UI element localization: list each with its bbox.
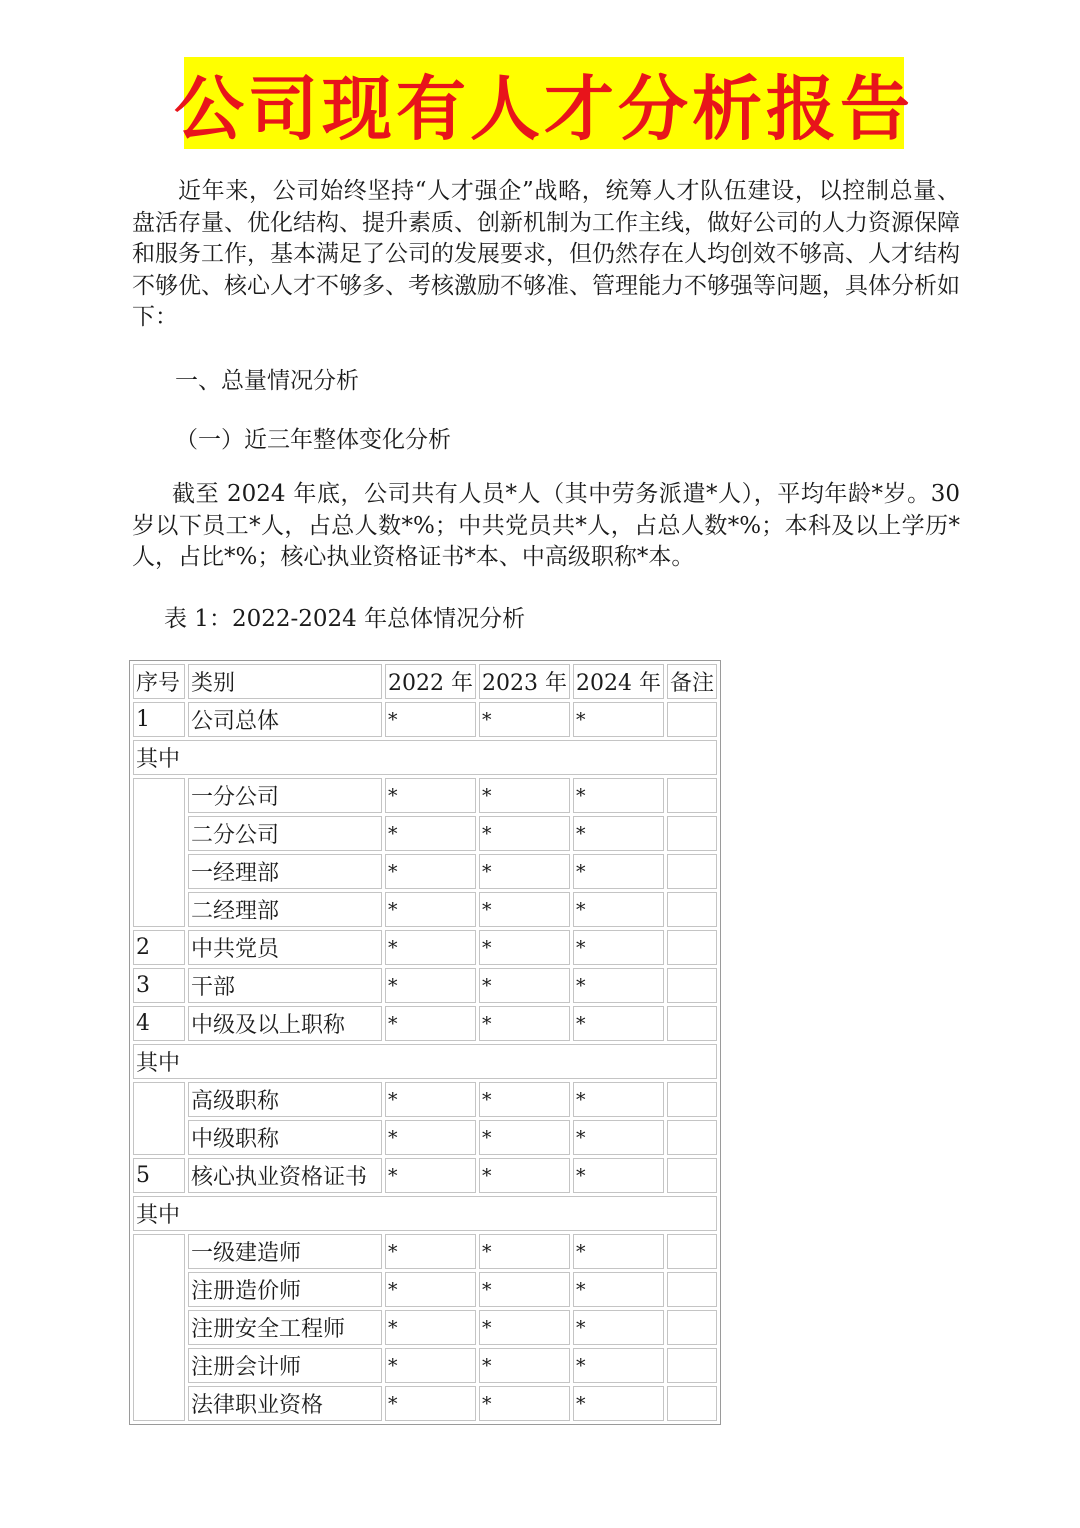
note-cell: [667, 892, 717, 927]
header-cell: 2023 年: [479, 664, 570, 699]
category-cell: 中级及以上职称: [188, 1006, 382, 1041]
note-cell: [667, 702, 717, 737]
section-heading-1: 一、总量情况分析: [175, 368, 359, 394]
value-cell: *: [573, 1006, 664, 1041]
category-cell: 中级职称: [188, 1120, 382, 1155]
value-cell: *: [479, 1120, 570, 1155]
category-cell: 注册造价师: [188, 1272, 382, 1307]
value-cell: *: [385, 1348, 476, 1383]
value-cell: *: [479, 702, 570, 737]
table-header-row: [133, 664, 717, 699]
subsection-heading-1: （一）近三年整体变化分析: [175, 427, 451, 453]
category-cell: 二分公司: [188, 816, 382, 851]
header-cell: 备注: [667, 664, 717, 699]
note-cell: [667, 816, 717, 851]
value-cell: *: [573, 1234, 664, 1269]
note-cell: [667, 1234, 717, 1269]
value-cell: *: [573, 968, 664, 1003]
value-cell: *: [479, 816, 570, 851]
blank-cell: [133, 778, 185, 927]
value-cell: *: [385, 1310, 476, 1345]
table-row: [133, 816, 717, 851]
row-number: 5: [133, 1158, 185, 1193]
note-cell: [667, 1120, 717, 1155]
category-cell: 一分公司: [188, 778, 382, 813]
blank-cell: [133, 1082, 185, 1155]
group-label: 其中: [133, 1196, 717, 1231]
table-row: [133, 1158, 717, 1193]
value-cell: *: [573, 1310, 664, 1345]
value-cell: *: [479, 854, 570, 889]
value-cell: *: [479, 892, 570, 927]
category-cell: 二经理部: [188, 892, 382, 927]
value-cell: *: [479, 1348, 570, 1383]
note-cell: [667, 968, 717, 1003]
row-number: 1: [133, 702, 185, 737]
table-row: [133, 968, 717, 1003]
value-cell: *: [385, 854, 476, 889]
group-label: 其中: [133, 1044, 717, 1079]
category-cell: 中共党员: [188, 930, 382, 965]
value-cell: *: [479, 1158, 570, 1193]
note-cell: [667, 1006, 717, 1041]
category-cell: 注册会计师: [188, 1348, 382, 1383]
value-cell: *: [573, 854, 664, 889]
value-cell: *: [479, 1272, 570, 1307]
category-cell: 一经理部: [188, 854, 382, 889]
table-row: [133, 1272, 717, 1307]
table-row: [133, 854, 717, 889]
category-cell: 核心执业资格证书: [188, 1158, 382, 1193]
table-row: [133, 1310, 717, 1345]
value-cell: *: [385, 816, 476, 851]
table-row: [133, 1386, 717, 1421]
table-row: [133, 778, 717, 813]
value-cell: *: [479, 1310, 570, 1345]
table-row: [133, 1234, 717, 1269]
value-cell: *: [385, 702, 476, 737]
title-banner: [174, 57, 914, 150]
note-cell: [667, 1272, 717, 1307]
value-cell: *: [385, 1272, 476, 1307]
value-cell: *: [573, 1348, 664, 1383]
note-cell: [667, 1082, 717, 1117]
blank-cell: [133, 1234, 185, 1421]
group-row: [133, 1196, 717, 1231]
row-number: 3: [133, 968, 185, 1003]
table-row: [133, 702, 717, 737]
value-cell: *: [479, 1386, 570, 1421]
header-cell: 类别: [188, 664, 382, 699]
value-cell: *: [385, 892, 476, 927]
header-cell: 序号: [133, 664, 185, 699]
table-row: [133, 892, 717, 927]
value-cell: *: [385, 1158, 476, 1193]
header-cell: 2022 年: [385, 664, 476, 699]
value-cell: *: [479, 930, 570, 965]
note-cell: [667, 854, 717, 889]
value-cell: *: [573, 1120, 664, 1155]
value-cell: *: [479, 778, 570, 813]
value-cell: *: [573, 702, 664, 737]
value-cell: *: [385, 1082, 476, 1117]
table-caption: 表 1：2022-2024 年总体情况分析: [164, 606, 526, 632]
table-row: [133, 1082, 717, 1117]
row-number: 4: [133, 1006, 185, 1041]
summary-table: [129, 660, 721, 1425]
table-row: [133, 1120, 717, 1155]
note-cell: [667, 1386, 717, 1421]
value-cell: *: [385, 968, 476, 1003]
value-cell: *: [385, 1120, 476, 1155]
page-title: 公司现有人才分析报告: [174, 66, 914, 150]
value-cell: *: [479, 1082, 570, 1117]
note-cell: [667, 1158, 717, 1193]
row-number: 2: [133, 930, 185, 965]
table-row: [133, 1006, 717, 1041]
summary-paragraph: 截至 2024 年底，公司共有人员*人（其中劳务派遣*人），平均年龄*岁。30 岁以下员工*人，占总人数*%；中共党员共*人，占总人数*%；本科及以上学历*人，占比*%；核心执业资格证书*本、中高级职称*本。: [132, 481, 960, 570]
group-row: [133, 1044, 717, 1079]
note-cell: [667, 930, 717, 965]
value-cell: *: [573, 778, 664, 813]
value-cell: *: [573, 1272, 664, 1307]
value-cell: *: [479, 1234, 570, 1269]
value-cell: *: [385, 1234, 476, 1269]
value-cell: *: [385, 1006, 476, 1041]
value-cell: *: [573, 1386, 664, 1421]
note-cell: [667, 778, 717, 813]
table-row: [133, 1348, 717, 1383]
header-cell: 2024 年: [573, 664, 664, 699]
value-cell: *: [479, 968, 570, 1003]
intro-paragraph: 近年来，公司始终坚持“人才强企”战略，统筹人才队伍建设，以控制总量、盘活存量、优化结构、提升素质、创新机制为工作主线，做好公司的人力资源保障和服务工作，基本满足了公司的发展要求，但仍然存在人均创效不够高、人才结构不够优、核心人才不够多、考核激励不够准、管理能力不够强等问题，具体分析如下：: [132, 178, 960, 330]
group-row: [133, 740, 717, 775]
value-cell: *: [385, 1386, 476, 1421]
category-cell: 高级职称: [188, 1082, 382, 1117]
value-cell: *: [385, 778, 476, 813]
value-cell: *: [573, 930, 664, 965]
category-cell: 公司总体: [188, 702, 382, 737]
value-cell: *: [479, 1006, 570, 1041]
category-cell: 一级建造师: [188, 1234, 382, 1269]
value-cell: *: [573, 892, 664, 927]
note-cell: [667, 1310, 717, 1345]
group-label: 其中: [133, 740, 717, 775]
category-cell: 法律职业资格: [188, 1386, 382, 1421]
note-cell: [667, 1348, 717, 1383]
category-cell: 注册安全工程师: [188, 1310, 382, 1345]
category-cell: 干部: [188, 968, 382, 1003]
value-cell: *: [385, 930, 476, 965]
value-cell: *: [573, 1082, 664, 1117]
table-row: [133, 930, 717, 965]
value-cell: *: [573, 816, 664, 851]
value-cell: *: [573, 1158, 664, 1193]
